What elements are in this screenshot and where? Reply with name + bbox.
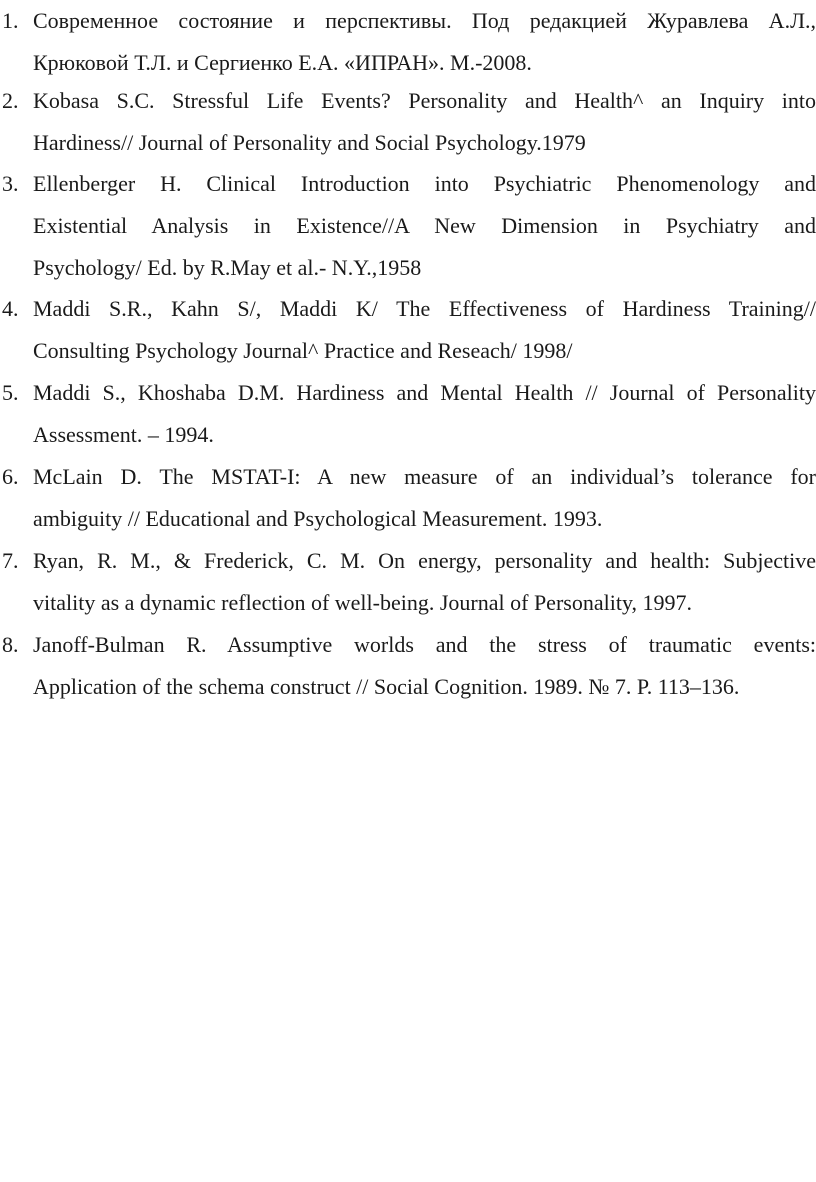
reference-number: 7. (2, 548, 19, 573)
reference-line: Hardiness// Journal of Personality and Social Psychology.1979 (33, 130, 586, 155)
reference-text (33, 624, 816, 708)
reference-number: 4. (2, 296, 19, 321)
reference-text (33, 540, 816, 624)
reference-number: 1. (2, 8, 19, 33)
reference-line: Application of the schema construct // Social Cognition. 1989. № 7. P. 113–136. (33, 674, 740, 699)
reference-line: McLain D. The MSTAT-I: A new measure of an individual’s tolerance for (33, 464, 816, 489)
reference-number: 6. (2, 464, 19, 489)
reference-number: 5. (2, 380, 19, 405)
reference-number: 2. (2, 88, 19, 113)
reference-line: Современное состояние и перспективы. Под редакцией Журавлева А.Л., (33, 8, 816, 33)
reference-text (33, 0, 816, 84)
reference-line: Psychology/ Ed. by R.May et al.- N.Y.,1958 (33, 255, 422, 280)
reference-line: Janoff-Bulman R. Assumptive worlds and the stress of traumatic events: (33, 632, 816, 657)
reference-line: Ryan, R. M., & Frederick, C. M. On energy, personality and health: Subjective (33, 548, 816, 573)
reference-number: 3. (2, 171, 19, 196)
reference-line: Consulting Psychology Journal^ Practice and Reseach/ 1998/ (33, 338, 573, 363)
reference-text (33, 288, 816, 372)
reference-number: 8. (2, 632, 19, 657)
reference-line: ambiguity // Educational and Psychological Measurement. 1993. (33, 506, 603, 531)
reference-line: Assessment. – 1994. (33, 422, 214, 447)
reference-text (33, 456, 816, 540)
reference-line: Existential Analysis in Existence//A New Dimension in Psychiatry and (33, 213, 816, 238)
reference-text (33, 163, 816, 289)
reference-text (33, 372, 816, 456)
reference-line: Maddi S.R., Kahn S/, Maddi K/ The Effectiveness of Hardiness Training// (33, 296, 816, 321)
reference-line: Ellenberger H. Clinical Introduction into Psychiatric Phenomenology and (33, 171, 816, 196)
reference-line: Крюковой Т.Л. и Сергиенко Е.А. «ИПРАН». М.-2008. (33, 50, 532, 75)
reference-line: Maddi S., Khoshaba D.M. Hardiness and Mental Health // Journal of Personality (33, 380, 816, 405)
reference-text (33, 80, 816, 164)
reference-line: Kobasa S.C. Stressful Life Events? Personality and Health^ an Inquiry into (33, 88, 816, 113)
reference-line: vitality as a dynamic reflection of well-being. Journal of Personality, 1997. (33, 590, 693, 615)
